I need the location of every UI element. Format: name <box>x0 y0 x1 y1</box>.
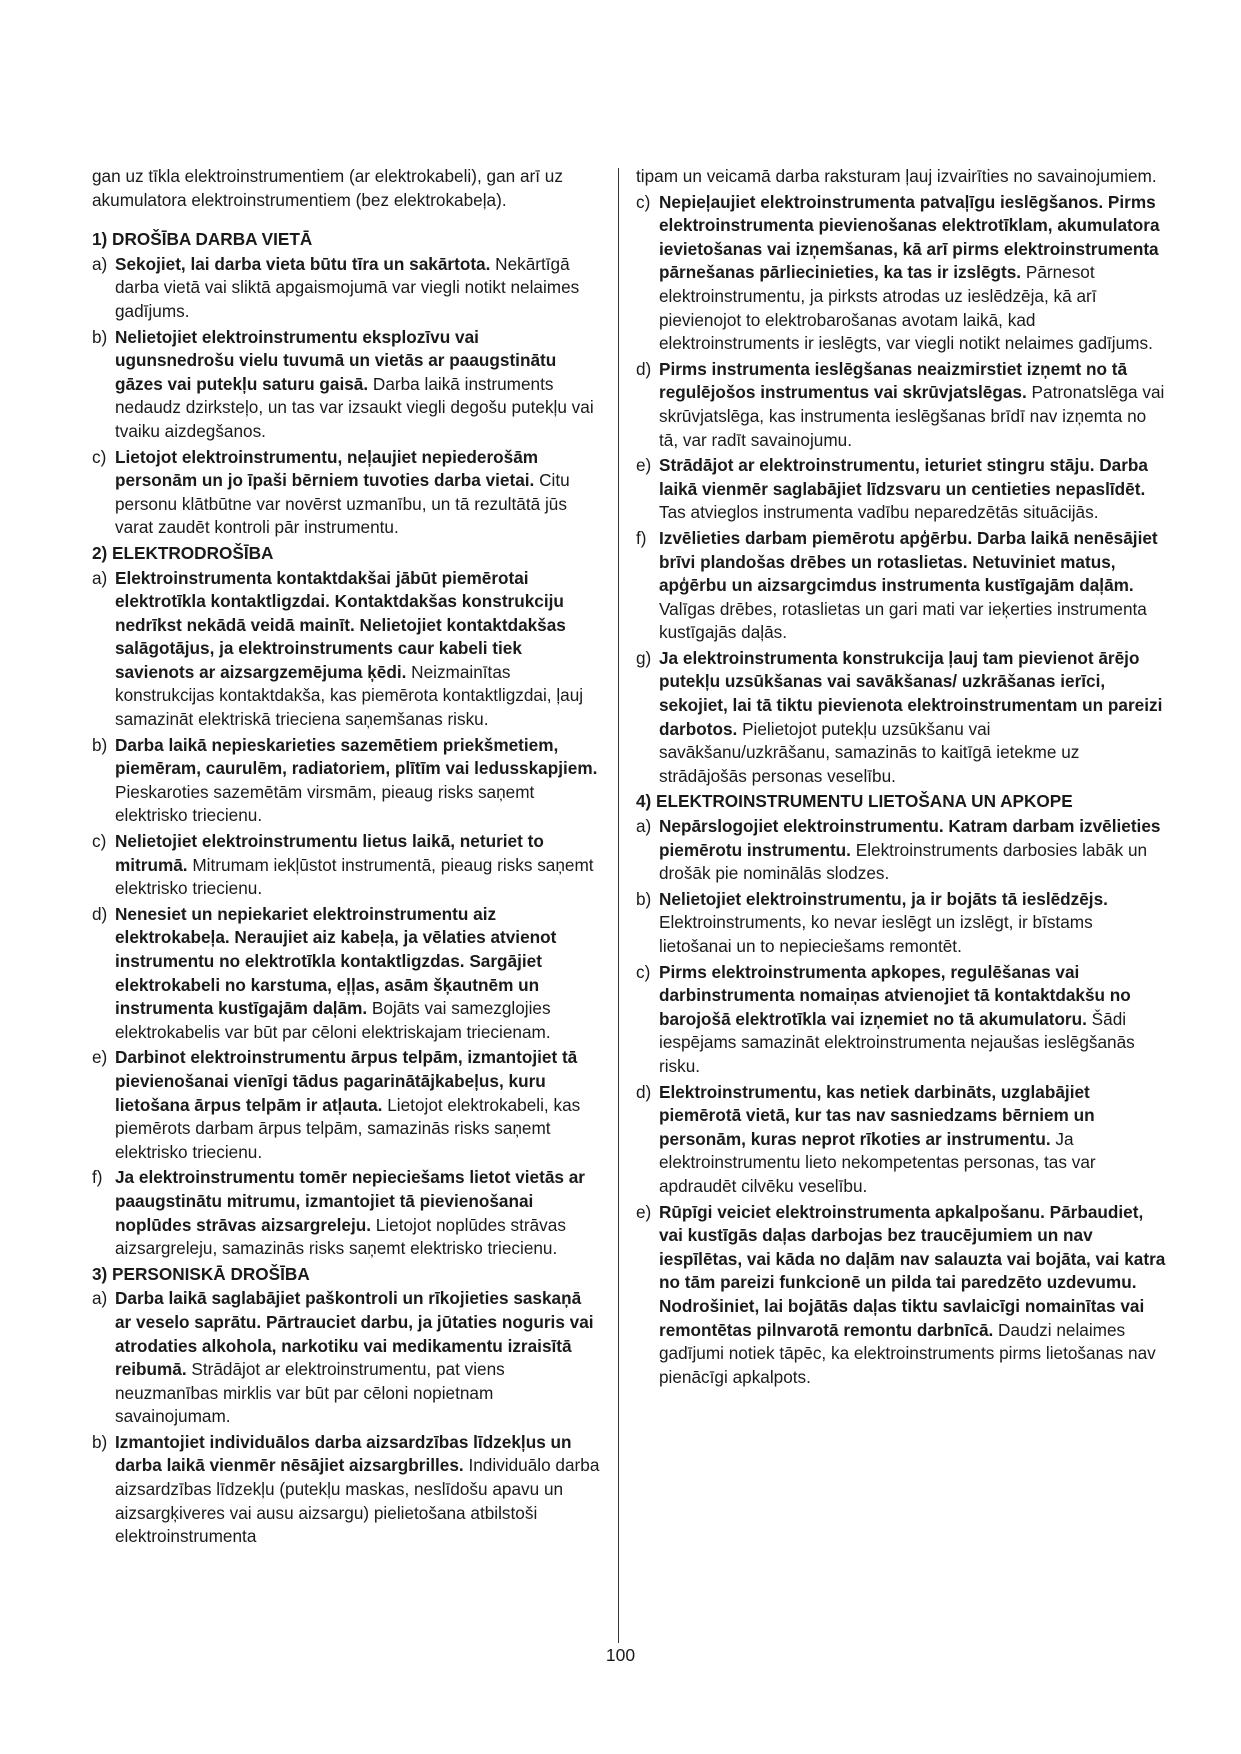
item-label: b) <box>92 1431 108 1452</box>
item-lead: Nepārslogojiet elektroinstrumentu. Katram darbam izvēlieties piemērotu instrumentu. <box>659 816 1161 860</box>
item-text: Citu personu klātbūtne var novērst uzmanību, un tā rezultātā jūs varat zaudēt kontroli pār instrumentu. <box>115 470 570 538</box>
continued-paragraph: tipam un veicamā darba raksturam ļauj izvairīties no savainojumiem. <box>636 166 1157 186</box>
item-lead: Nenesiet un nepiekariet elektroinstrumentu aiz elektrokabeļa. Neraujiet aiz kabeļa, ja vēlaties atvienot instrumentu no elektrotīkla kontaktligzdas. Sargājiet elektrokabeli no karstuma, eļļas, asām šķautnēm un instrumenta kustīgajām daļām. <box>115 903 557 1019</box>
list-item <box>92 1166 600 1260</box>
item-label: a) <box>92 567 108 588</box>
list-item <box>636 961 1166 1079</box>
item-label: a) <box>92 253 108 274</box>
list-item <box>92 903 600 1045</box>
list-item <box>636 888 1166 959</box>
list-item <box>92 253 600 324</box>
item-label: c) <box>92 446 107 467</box>
left-column <box>92 165 600 1551</box>
column-divider <box>618 168 619 1643</box>
list-item <box>636 647 1166 789</box>
intro-paragraph: gan uz tīkla elektroinstrumentiem (ar elektrokabeli), gan arī uz akumulatora elektroinstrumentiem (bez elektrokabeļa). <box>92 166 563 210</box>
item-text: Ja elektroinstrumentu lieto nekompetentas personas, tas var apdraudēt cilvēku veselību. <box>659 1128 1096 1196</box>
item-text: Elektroinstruments darbosies labāk un drošāk pie nominālās slodzes. <box>659 839 1148 884</box>
item-lead: Elektroinstrumentu, kas netiek darbināts, uzglabājiet piemērotā vietā, kur tas nav sasniedzams bērniem un personām, kuras neprot rīkoties ar instrumentu. <box>659 1081 1095 1149</box>
item-lead: Darba laikā saglabājiet paškontroli un rīkojieties saskaņā ar veselo saprātu. Pārtrauciet darbu, ja jūtaties noguris vai atrodaties alkohola, narkotiku vai medikamentu izraisītā reibumā. <box>115 1288 594 1380</box>
item-text: Bojāts vai samezglojies elektrokabelis var būt par cēloni elektriskajam triecienam. <box>115 998 551 1042</box>
item-label: d) <box>92 903 108 924</box>
item-text: Individuālo darba aizsardzības līdzekļu (putekļu maskas, neslīdošu apavu un aizsargķiveres vai ausu aizsargu) pielietošana atbilstoši elektroinstrumenta <box>115 1455 600 1547</box>
list-item <box>636 1201 1166 1390</box>
list-item <box>636 1081 1166 1199</box>
item-label: b) <box>92 326 108 347</box>
item-text: Pielietojot putekļu uzsūkšanu vai savākšanu/uzkrāšanu, samazinās to kaitīgā ietekme uz strādājošās personas veselību. <box>659 718 1080 786</box>
item-label: e) <box>636 455 652 476</box>
list-item <box>636 815 1166 886</box>
item-lead: Izvēlieties darbam piemērotu apģērbu. Darba laikā nenēsājiet brīvi plandošas drēbes un rotaslietas. Netuviniet matus, apģērbu un aizsargcimdus instrumenta kustīgajām daļām. <box>659 527 1158 596</box>
item-lead: Pirms elektroinstrumenta apkopes, regulēšanas vai darbinstrumenta nomaiņas atvienojiet tā kontaktdakšu no barojošā elektrotīkla vai izņemiet no tā akumulatoru. <box>659 961 1131 1029</box>
list-item <box>92 1046 600 1164</box>
section-heading-1: 1) DROŠĪBA DARBA VIETĀ <box>92 229 313 250</box>
section-heading-4: 4) ELEKTROINSTRUMENTU LIETOŠANA UN APKOPE <box>636 791 1073 812</box>
list-item <box>636 527 1166 645</box>
list-item <box>92 1287 600 1429</box>
section-heading-3: 3) PERSONISKĀ DROŠĪBA <box>92 1263 310 1284</box>
item-lead: Ja elektroinstrumentu tomēr nepieciešams lietot vietās ar paaugstinātu mitrumu, izmantojiet tā pievienošanai noplūdes strāvas aizsargreleju. <box>115 1167 585 1235</box>
section-heading-2: 2) ELEKTRODROŠĪBA <box>92 542 274 563</box>
item-text: Šādi iespējams samazināt elektroinstrumenta nejaušas ieslēgšanās risku. <box>659 1008 1135 1076</box>
item-lead: Ja elektroinstrumenta konstrukcija ļauj tam pievienot ārējo putekļu uzsūkšanas vai savākšanas/ uzkrāšanas ierīci, sekojiet, lai tā tiktu pievienota elektroinstrumentam un pareizi darbotos. <box>659 647 1163 739</box>
item-text: Pārnesot elektroinstrumentu, ja pirksts atrodas uz ieslēdzēja, kā arī pievienojot to elektrobarošanas avotam laikā, kad elektroinstruments ir ieslēgts, var viegli notikt nelaimes gadījums. <box>659 262 1153 354</box>
item-text: Tas atvieglos instrumenta vadību neparedzētās situācijās. <box>659 502 1099 523</box>
item-label: e) <box>92 1047 108 1068</box>
item-label: a) <box>92 1288 108 1309</box>
item-label: c) <box>636 191 651 212</box>
item-text: Patronatslēga vai skrūvjatslēga, kas instrumenta ieslēgšanas brīdī nav izņemta no tā, var radīt savainojumu. <box>659 382 1165 450</box>
item-text: Valīgas drēbes, rotaslietas un gari mati var ieķerties instrumenta kustīgajās daļās. <box>659 598 1147 643</box>
item-text: Lietojot noplūdes strāvas aizsargreleju, samazinās risks saņemt elektrisko triecienu. <box>115 1214 566 1259</box>
item-lead: Nepieļaujiet elektroinstrumenta patvaļīgu ieslēgšanos. Pirms elektroinstrumenta pievienošanas elektrotīklam, akumulatora ievietošanas vai izņemšanas, kā arī pirms elektroinstrumenta pārnešanas pārliecinieties, ka tas ir izslēgts. <box>659 191 1160 283</box>
item-label: d) <box>636 1081 652 1102</box>
list-item <box>92 734 600 828</box>
item-text: Neizmainītas konstrukcijas kontaktdakša, kas piemērota kontaktligzdai, ļauj samazināt elektriskā trieciena saņemšanas risku. <box>115 661 584 730</box>
item-label: d) <box>636 358 652 379</box>
list-item <box>92 830 600 901</box>
page-number: 100 <box>605 1645 636 1665</box>
item-lead: Darbinot elektroinstrumentu ārpus telpām, izmantojiet tā pievienošanai vienīgi tādus pagarinātājkabeļus, kuru lietošana ārpus telpām ir atļauta. <box>115 1047 578 1115</box>
item-text: Strādājot ar elektroinstrumentu, pat viens neuzmanības mirklis var būt par cēloni nopietnam savainojumam. <box>115 1359 505 1427</box>
item-label: c) <box>92 831 107 852</box>
item-lead: Sekojiet, lai darba vieta būtu tīra un sakārtota. <box>115 253 491 274</box>
item-label: a) <box>636 816 652 837</box>
item-text: Elektroinstruments, ko nevar ieslēgt un izslēgt, ir bīstams lietošanai un to nepieciešams remontēt. <box>659 912 1093 956</box>
item-lead: Izmantojiet individuālos darba aizsardzības līdzekļus un darba laikā vienmēr nēsājiet aizsargbrilles. <box>115 1431 572 1476</box>
item-text: Darba laikā instruments nedaudz dzirksteļo, un tas var izsaukt viegli degošu putekļu vai tvaiku aizdegšanos. <box>115 373 594 441</box>
item-text: Mitrumam iekļūstot instrumentā, pieaug risks saņemt elektrisko triecienu. <box>115 854 594 899</box>
list-item <box>92 1431 600 1549</box>
item-label: b) <box>636 888 652 909</box>
right-column <box>636 165 1166 1391</box>
list-item <box>636 191 1166 356</box>
item-label: c) <box>636 961 651 982</box>
item-lead: Nelietojiet elektroinstrumentu eksplozīvu vai ugunsnedrošu vielu tuvumā un vietās ar paaugstinātu gāzes vai putekļu saturu gaisā. <box>115 326 557 394</box>
item-lead: Lietojot elektroinstrumentu, neļaujiet nepiederošām personām un jo īpaši bērniem tuvoties darba vietai. <box>115 446 539 491</box>
list-item <box>636 358 1166 452</box>
item-lead: Darba laikā nepieskarieties sazemētiem priekšmetiem, piemēram, caurulēm, radiatoriem, plītīm vai ledusskapjiem. <box>115 734 598 779</box>
list-item <box>92 446 600 540</box>
item-label: f) <box>92 1167 103 1188</box>
list-item <box>92 567 600 732</box>
item-label: e) <box>636 1201 652 1222</box>
item-lead: Pirms instrumenta ieslēgšanas neaizmirstiet izņemt no tā regulējošos instrumentus vai skrūvjatslēgas. <box>659 358 1128 403</box>
item-label: f) <box>636 527 647 548</box>
item-lead: Strādājot ar elektroinstrumentu, ieturiet stingru stāju. Darba laikā vienmēr saglabājiet līdzsvaru un centieties nepaslīdēt. <box>659 455 1148 499</box>
list-item <box>92 326 600 444</box>
item-lead: Nelietojiet elektroinstrumentu lietus laikā, neturiet to mitrumā. <box>115 831 544 875</box>
item-lead: Rūpīgi veiciet elektroinstrumenta apkalpošanu. Pārbaudiet, vai kustīgās daļas darbojas bez traucējumiem un nav iespīlētas, vai kāda no daļām nav salauzta vai bojāta, vai katra no tām pareizi funkcionē un pilda tai paredzēto uzdevumu. Nodrošiniet, lai bojātās daļas tiktu savlaicīgi nomainītas vai remontētas pilnvarotā remontu darbnīcā. <box>659 1201 1166 1340</box>
item-text: Daudzi nelaimes gadījumi notiek tāpēc, ka elektroinstruments pirms lietošanas nav pienācīgi apkalpots. <box>659 1319 1156 1387</box>
item-text: Lietojot elektrokabeli, kas piemērots darbam ārpus telpām, samazinās risks saņemt elektrisko triecienu. <box>115 1094 581 1162</box>
list-item <box>636 454 1166 525</box>
item-lead: Nelietojiet elektroinstrumentu, ja ir bojāts tā ieslēdzējs. <box>659 888 1108 909</box>
item-text: Pieskaroties sazemētām virsmām, pieaug risks saņemt elektrisko triecienu. <box>115 781 535 826</box>
item-lead: Elektroinstrumenta kontaktdakšai jābūt piemērotai elektrotīkla kontaktligzdai. Kontaktdakšas konstrukciju nedrīkst nekādā veidā mainīt. Nelietojiet kontaktdakšas salāgotājus, ja elektroinstruments caur kabeli tiek savienots ar aizsargzemējuma ķēdi. <box>115 567 566 682</box>
item-text: Nekārtīgā darba vietā vai sliktā apgaismojumā var viegli notikt nelaimes gadījums. <box>115 253 580 321</box>
item-label: g) <box>636 647 652 668</box>
item-label: b) <box>92 734 108 755</box>
